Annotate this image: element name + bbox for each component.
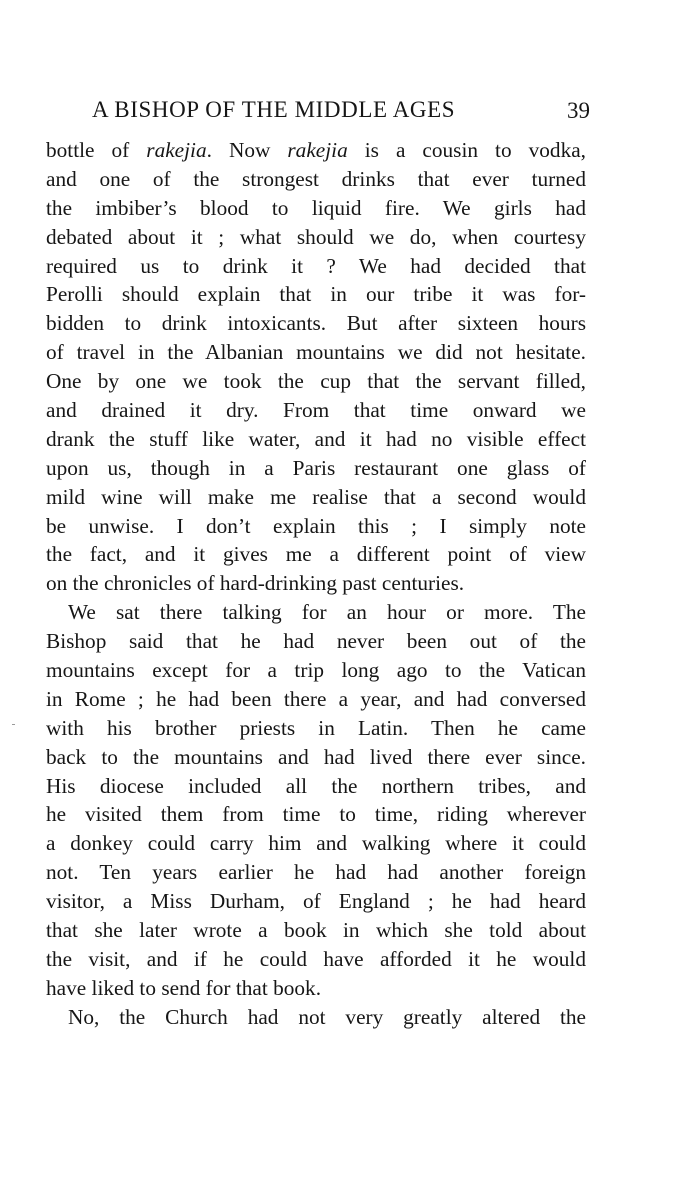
text-line: back to the mountains and had lived there ever since. [46, 744, 586, 769]
text-line: His diocese included all the northern tribes, and [46, 773, 586, 798]
text-line: with his brother priests in Latin. Then he came [46, 715, 586, 740]
text-line: upon us, though in a Paris restaurant one glass of [46, 455, 586, 480]
margin-mark [12, 724, 15, 725]
text-line: Perolli should explain that in our tribe it was for- [46, 282, 586, 307]
running-head [92, 95, 592, 125]
text-line: No, the Church had not very greatly altered the [68, 1004, 586, 1029]
text-line: the visit, and if he could have afforded it he would [46, 946, 586, 971]
text-line: Bishop said that he had never been out of the [46, 629, 586, 654]
text-line: mild wine will make me realise that a second would [46, 484, 586, 509]
text-line: We sat there talking for an hour or more. The [68, 600, 586, 625]
text-line: One by one we took the cup that the servant filled, [46, 369, 586, 394]
text-line: and drained it dry. From that time onward we [46, 398, 586, 423]
text-line: not. Ten years earlier he had had another foreign [46, 860, 586, 885]
text-line: a donkey could carry him and walking where it could [46, 831, 586, 856]
text-line: the fact, and it gives me a different point of view [46, 542, 586, 567]
text-line: debated about it ; what should we do, when courtesy [46, 224, 586, 249]
text-line: in Rome ; he had been there a year, and had conversed [46, 686, 586, 711]
italic-word: rakejia [146, 138, 207, 162]
text-line: drank the stuff like water, and it had no visible effect [46, 426, 586, 451]
text-line: he visited them from time to time, riding wherever [46, 802, 586, 827]
page-number: 39 [567, 98, 590, 123]
text-line: the imbiber’s blood to liquid fire. We girls had [46, 195, 586, 220]
text-line: bottle of rakejia. Now rakejia is a cousin to vodka, [46, 138, 586, 162]
text-line: required us to drink it ? We had decided that [46, 253, 586, 278]
text-line: bidden to drink intoxicants. But after sixteen hours [46, 311, 586, 336]
text-line: have liked to send for that book. [46, 975, 322, 1000]
running-title: A BISHOP OF THE MIDDLE AGES [92, 97, 456, 122]
text-line: of travel in the Albanian mountains we did not hesitate. [46, 340, 586, 365]
text-line: on the chronicles of hard-drinking past centuries. [46, 571, 465, 596]
text-line: mountains except for a trip long ago to the Vatican [46, 658, 586, 683]
text-line: be unwise. I don’t explain this ; I simply note [46, 513, 586, 538]
text-line: visitor, a Miss Durham, of England ; he had heard [46, 889, 586, 914]
italic-word: rakejia [287, 138, 348, 162]
text-line: that she later wrote a book in which she told about [46, 918, 586, 943]
text-line: and one of the strongest drinks that ever turned [46, 166, 586, 191]
body-text [46, 136, 586, 1032]
